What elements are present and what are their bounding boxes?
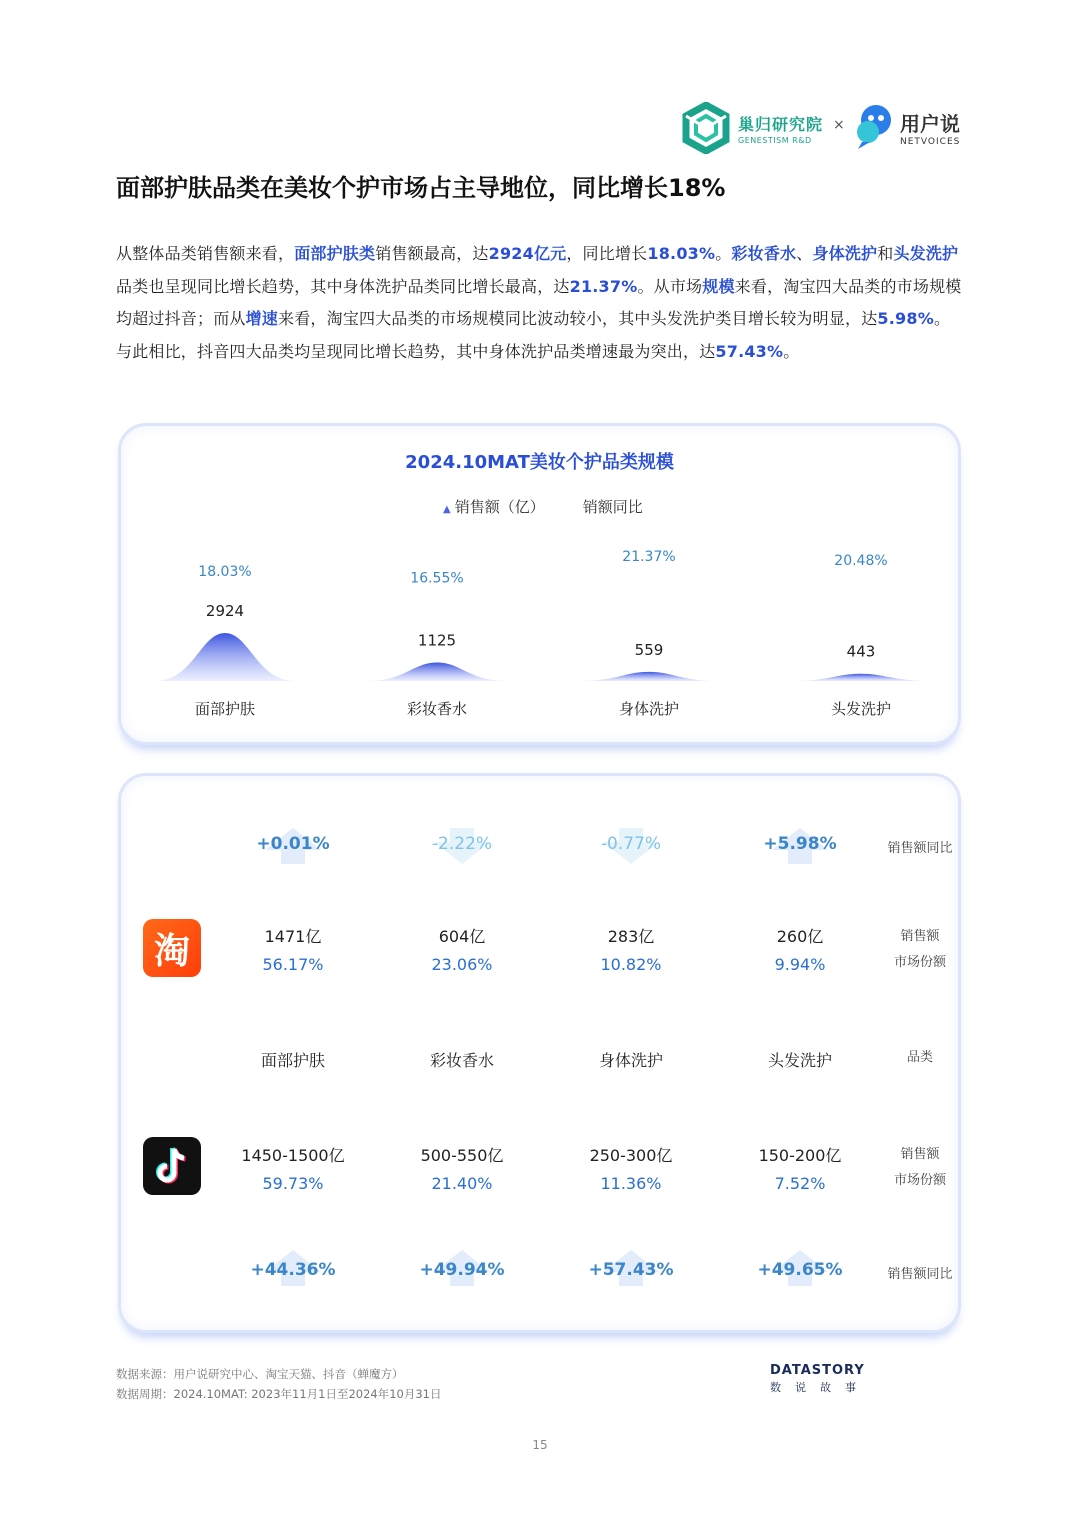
share-label: 市场份额 xyxy=(893,1173,946,1188)
douyin-share: 11.36% xyxy=(600,1174,662,1193)
taobao-sales-text: 604亿 xyxy=(438,927,486,946)
category-name xyxy=(382,1048,542,1071)
category-name-text: 面部护肤 xyxy=(260,1051,325,1070)
netvoices-logo-icon xyxy=(856,102,896,150)
taobao-sales xyxy=(213,924,373,974)
intro-highlight: 增速 xyxy=(245,309,279,329)
taobao-yoy-label: 销售额同比 xyxy=(887,841,953,856)
sales-value-label: 1125 xyxy=(417,631,457,650)
douyin-yoy-text: +49.94% xyxy=(419,1260,505,1280)
sales-bump xyxy=(791,674,931,681)
douyin-yoy xyxy=(213,1260,373,1280)
douyin-sales-text: 500-550亿 xyxy=(420,1146,504,1165)
taobao-sales xyxy=(720,924,880,974)
douyin-yoy-text: +57.43% xyxy=(588,1260,674,1280)
douyin-app-icon xyxy=(143,1137,201,1195)
category-tick-label: 彩妆香水 xyxy=(406,700,468,718)
page-title: 面部护肤品类在美妆个护市场占主导地位，同比增长18% xyxy=(116,174,726,202)
taobao-share: 23.06% xyxy=(431,955,493,974)
douyin-yoy-label: 销售额同比 xyxy=(887,1267,953,1282)
taobao-sales-text: 283亿 xyxy=(607,927,655,946)
intro-text: 品类也呈现同比增长趋势，其中身体洗护品类同比增长最高，达 xyxy=(116,276,570,296)
intro-text: 来看，淘宝四大品类的市场规模同比波动较小，其中头发洗护类目增长较为明显，达 xyxy=(278,309,878,329)
category-tick-label: 面部护肤 xyxy=(194,700,256,718)
yoy-value-label: 18.03% xyxy=(198,564,252,581)
genestism-name-en: GENESTISM R&D xyxy=(738,136,812,145)
taobao-sales-text: 1471亿 xyxy=(264,927,322,946)
sales-bump xyxy=(579,672,719,681)
header-logos xyxy=(680,102,970,154)
intro-highlight: 规模 xyxy=(702,276,735,296)
sales-bump xyxy=(367,663,507,681)
category-name-text: 头发洗护 xyxy=(767,1051,832,1070)
category-name-text: 身体洗护 xyxy=(598,1051,663,1070)
douyin-sales-text: 250-300亿 xyxy=(589,1146,673,1165)
category-scale-chart-card xyxy=(118,423,961,745)
category-name xyxy=(551,1048,711,1071)
intro-text: 、 xyxy=(796,244,813,263)
sales-label: 销售额 xyxy=(900,1147,940,1162)
douyin-sales xyxy=(213,1143,373,1193)
douyin-sales-text: 1450-1500亿 xyxy=(241,1146,345,1165)
taobao-sales-text: 260亿 xyxy=(776,927,824,946)
intro-text: 从整体品类销售额来看， xyxy=(116,244,295,263)
netvoices-logo-text xyxy=(900,108,960,147)
category-name-text: 彩妆香水 xyxy=(429,1051,494,1070)
sales-value-label: 443 xyxy=(846,642,876,661)
sales-value-label: 2924 xyxy=(205,602,245,620)
chart-title: 2024.10MAT美妆个护品类规模 xyxy=(405,452,674,473)
sales-value-label: 559 xyxy=(634,640,664,659)
netvoices-name-cn: 用户说 xyxy=(900,112,960,136)
douyin-sales xyxy=(551,1143,711,1193)
datastory-name-en: DATASTORY xyxy=(770,1363,865,1378)
intro-highlight: 57.43% xyxy=(715,341,784,361)
netvoices-name-en: NETVOICES xyxy=(900,137,961,147)
genestism-logo-text xyxy=(738,112,823,145)
douyin-sales-text: 150-200亿 xyxy=(758,1146,842,1165)
source-line: 数据来源：用户说研究中心、淘宝天猫、抖音（蝉魔方） xyxy=(116,1367,404,1381)
share-label: 市场份额 xyxy=(893,955,946,970)
datastory-name-cn: 数说故事 xyxy=(770,1381,870,1394)
taobao-icon-glyph: 淘 xyxy=(153,930,190,972)
douyin-share: 21.40% xyxy=(431,1174,493,1193)
douyin-yoy-text: +49.65% xyxy=(757,1260,843,1280)
taobao-yoy xyxy=(382,834,542,854)
douyin-metric-labels xyxy=(876,1142,964,1194)
douyin-sales xyxy=(382,1143,542,1193)
taobao-yoy xyxy=(720,834,880,854)
datastory-logo xyxy=(770,1363,870,1395)
music-note-icon xyxy=(154,1146,190,1186)
intro-highlight: 头发洗护 xyxy=(893,244,959,263)
category-label: 品类 xyxy=(906,1050,933,1065)
intro-text: 销售额最高，达 xyxy=(375,244,489,263)
category-scale-chart xyxy=(121,426,964,748)
taobao-yoy xyxy=(213,834,373,854)
yoy-value-label: 21.37% xyxy=(622,549,676,566)
taobao-yoy-text: +0.01% xyxy=(256,834,330,854)
intro-text: 和 xyxy=(877,244,894,263)
genestism-logo-icon xyxy=(680,102,732,154)
legend-yoy: 销额同比 xyxy=(582,498,643,516)
taobao-app-icon xyxy=(143,919,201,977)
intro-text: 来看，淘宝四大品类的市场规模均超过抖音；而从 xyxy=(116,276,962,329)
category-name xyxy=(213,1048,373,1071)
intro-highlight: 5.98% xyxy=(877,309,934,329)
intro-text: 。从市场 xyxy=(637,276,703,296)
intro-paragraph xyxy=(116,238,966,368)
taobao-yoy xyxy=(551,834,711,854)
legend-sales: 销售额（亿） xyxy=(454,498,545,516)
taobao-metric-labels xyxy=(876,924,964,976)
douyin-share: 7.52% xyxy=(774,1174,826,1193)
douyin-share: 59.73% xyxy=(262,1174,324,1193)
intro-highlight: 彩妆香水 xyxy=(731,244,797,263)
intro-text: 。 xyxy=(715,244,732,263)
category-name xyxy=(720,1048,880,1071)
douyin-yoy xyxy=(382,1260,542,1280)
douyin-sales xyxy=(720,1143,880,1193)
taobao-sales xyxy=(551,924,711,974)
platform-comparison-card xyxy=(118,773,961,1333)
intro-highlight: 面部护肤类 xyxy=(294,244,376,263)
taobao-yoy-text: -2.22% xyxy=(431,834,493,854)
yoy-value-label: 20.48% xyxy=(834,553,888,570)
douyin-yoy xyxy=(551,1260,711,1280)
taobao-share: 56.17% xyxy=(262,955,324,974)
douyin-yoy-text: +44.36% xyxy=(250,1260,336,1280)
sales-bump xyxy=(155,633,295,681)
intro-text: ，同比增长 xyxy=(566,244,648,263)
intro-highlight: 2924亿元 xyxy=(488,244,567,263)
intro-highlight: 身体洗护 xyxy=(812,244,878,263)
intro-text: 。与此相比，抖音四大品类均呈现同比增长趋势，其中身体洗护品类增速最为突出，达 xyxy=(116,309,951,361)
intro-highlight: 18.03% xyxy=(647,244,716,263)
intro-highlight: 21.37% xyxy=(569,276,638,296)
taobao-sales xyxy=(382,924,542,974)
logo-separator: × xyxy=(833,117,845,133)
taobao-yoy-text: +5.98% xyxy=(763,834,837,854)
intro-text: 。 xyxy=(783,341,800,361)
legend-triangle-icon: ▲ xyxy=(443,504,451,515)
category-tick-label: 头发洗护 xyxy=(830,700,892,718)
genestism-name-cn: 巢归研究院 xyxy=(738,115,824,134)
taobao-share: 10.82% xyxy=(600,955,662,974)
page-number: 15 xyxy=(532,1438,548,1452)
taobao-yoy-text: -0.77% xyxy=(600,834,662,854)
yoy-value-label: 16.55% xyxy=(410,570,464,587)
category-tick-label: 身体洗护 xyxy=(618,700,680,718)
period-line: 数据周期：2024.10MAT: 2023年11月1日至2024年10月31日 xyxy=(116,1387,442,1401)
sales-label: 销售额 xyxy=(900,929,940,944)
data-source-note xyxy=(116,1364,442,1404)
taobao-share: 9.94% xyxy=(774,955,826,974)
douyin-yoy xyxy=(720,1260,880,1280)
